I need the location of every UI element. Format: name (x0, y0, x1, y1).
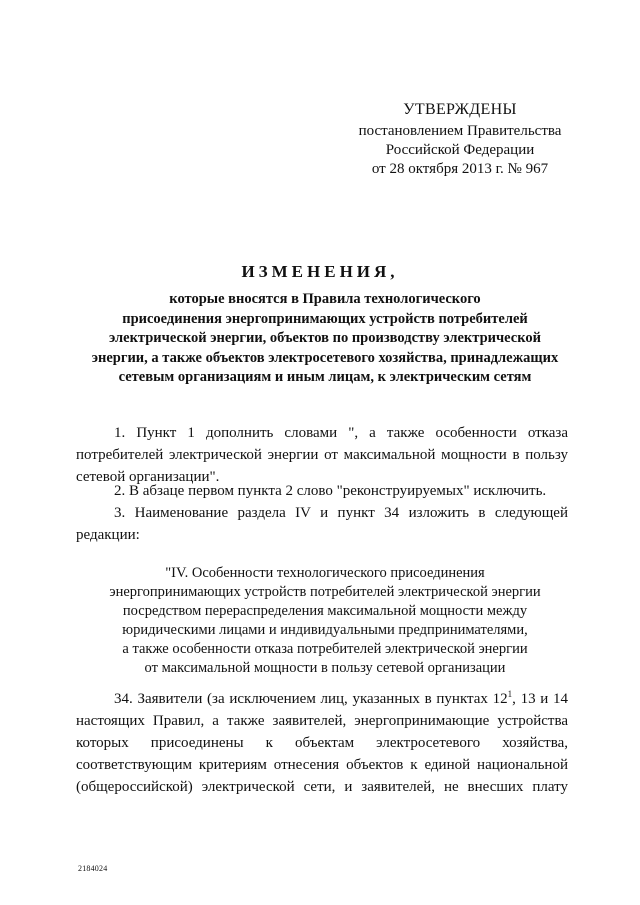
paragraph-2 (76, 480, 568, 502)
approval-heading: УТВЕРЖДЕНЫ (403, 101, 517, 118)
quote-line: а также особенности отказа потребителей электрической энергии (122, 641, 528, 657)
subtitle-line: электрической энергии, объектов по производству электрической (109, 330, 541, 346)
subtitle-line: которые вносятся в Правила технологического (169, 291, 481, 307)
paragraph-line: потребителей электрической энергии от максимальной мощности в пользу (76, 447, 568, 463)
superscript: 1 (507, 689, 513, 699)
paragraph-line: сетевой организации". (76, 469, 220, 485)
section-iv-heading (80, 564, 570, 678)
paragraph-line: 3. Наименование раздела IV и пункт 34 изложить в следующей (114, 505, 568, 521)
approval-line-1: постановлением Правительства (358, 123, 562, 139)
quote-line: юридическими лицами и индивидуальными предпринимателями, (122, 622, 528, 638)
paragraph-line (76, 688, 568, 710)
document-code: 2184024 (78, 864, 108, 873)
paragraph-line: настоящих Правил, а также заявителей, энергопринимающие устройства (76, 713, 568, 729)
paragraph-34 (76, 688, 568, 798)
paragraph-line: которых присоединены к объектам электросетевого хозяйства, (76, 735, 568, 751)
approval-line-3: от 28 октября 2013 г. № 967 (371, 161, 549, 177)
paragraph-line: 1. Пункт 1 дополнить словами ", а также особенности отказа (114, 425, 568, 441)
approval-block (330, 100, 590, 179)
document-subtitle (80, 290, 570, 388)
document-title: ИЗМЕНЕНИЯ, (241, 262, 399, 281)
paragraph-34-text: , 13 и 14 (512, 691, 568, 707)
quote-line: посредством перераспределения максимальной мощности между (122, 603, 528, 619)
paragraph-line: соответствующим критериям отнесения объектов к единой национальной (76, 757, 568, 773)
subtitle-line: присоединения энергопринимающих устройств потребителей (122, 310, 528, 327)
paragraph-line: (общероссийской) электрической сети, и заявителей, не внесших плату (76, 779, 568, 795)
quote-line: от максимальной мощности в пользу сетевой организации (144, 660, 506, 676)
subtitle-line: сетевым организациям и иным лицам, к электрическим сетям (118, 369, 532, 385)
paragraph-line: редакции: (76, 527, 140, 543)
quote-line: "IV. Особенности технологического присоединения (165, 565, 485, 581)
paragraph-3 (76, 502, 568, 546)
paragraph-line: 2. В абзаце первом пункта 2 слово "реконструируемых" исключить. (114, 483, 547, 499)
quote-line: энергопринимающих устройств потребителей электрической энергии (109, 584, 541, 600)
subtitle-line: энергии, а также объектов электросетевого хозяйства, принадлежащих (91, 349, 559, 366)
approval-line-2: Российской Федерации (385, 142, 535, 158)
paragraph-1 (76, 422, 568, 488)
paragraph-34-text: 34. Заявители (за исключением лиц, указанных в пунктах 12 (114, 691, 508, 707)
